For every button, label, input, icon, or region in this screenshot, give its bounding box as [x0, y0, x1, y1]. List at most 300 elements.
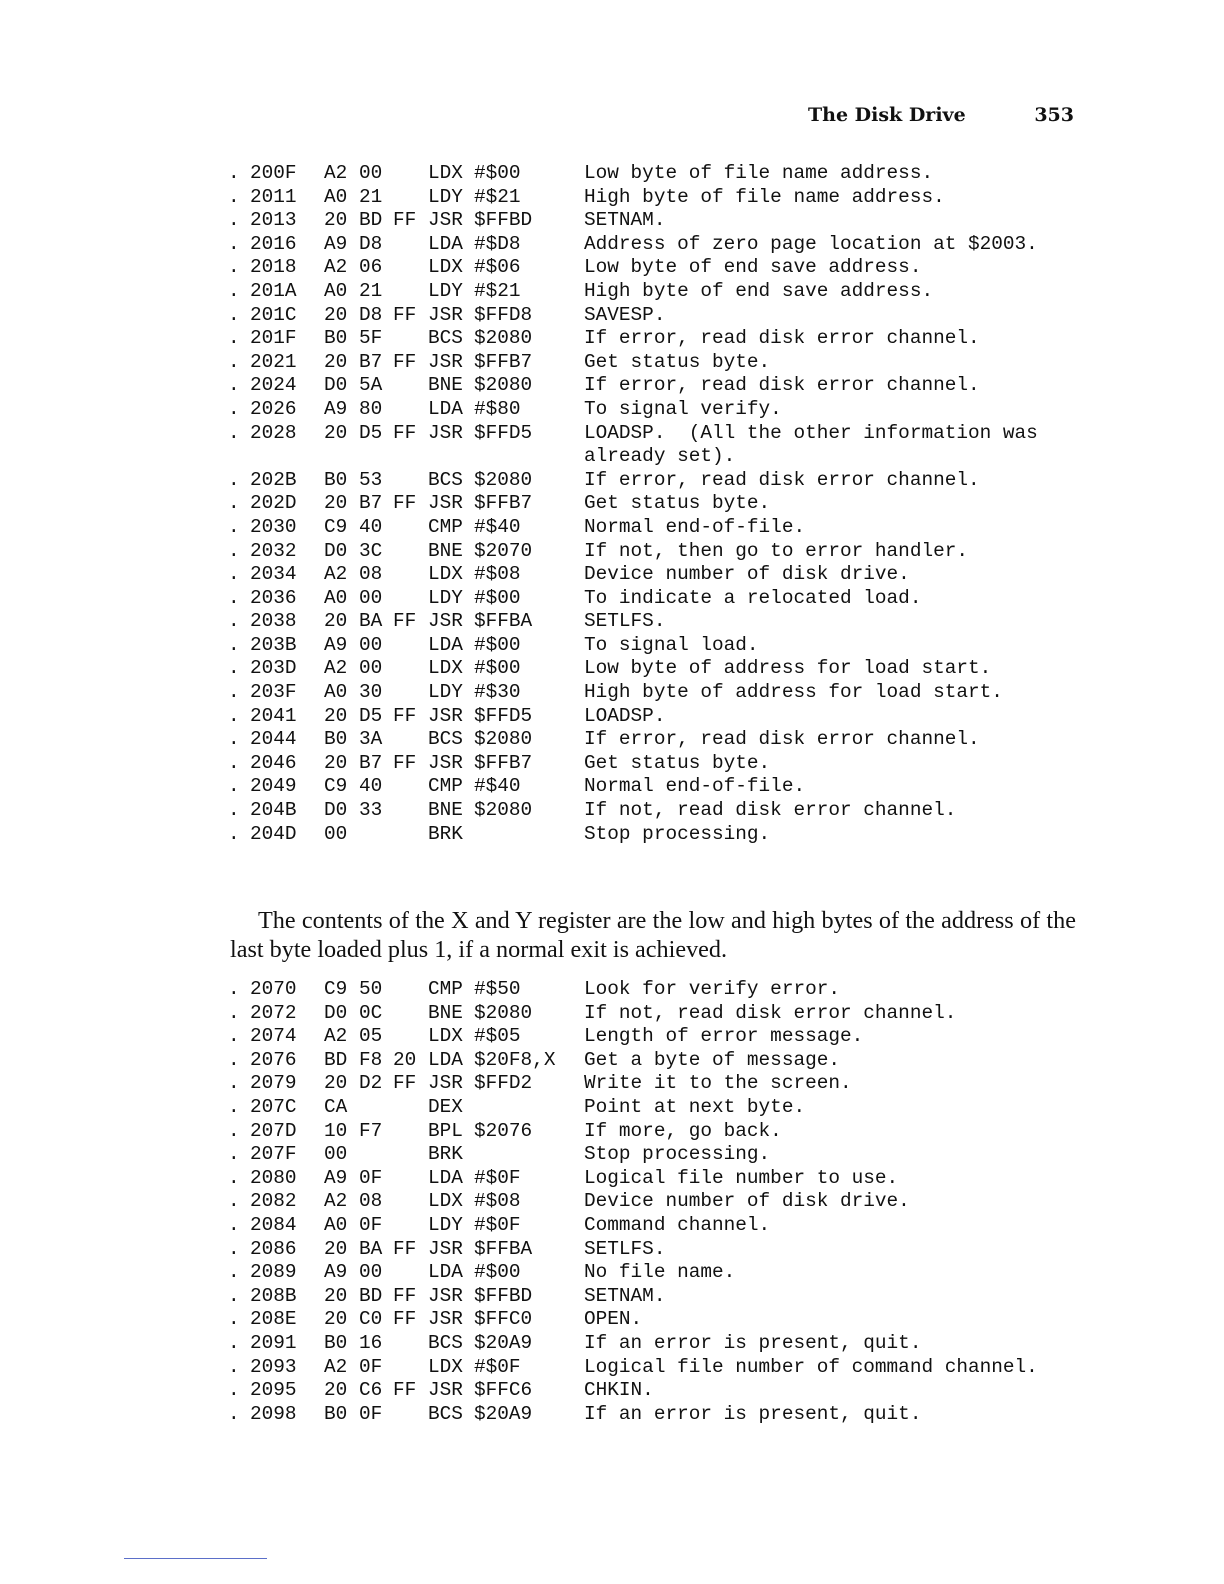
row-dot: . — [228, 657, 240, 680]
mnemonic: LDX — [428, 162, 463, 184]
opcode-byte-1: A2 — [324, 162, 348, 184]
opcode-byte-1: C9 — [324, 515, 348, 538]
opcode-byte-3: FF — [393, 1237, 417, 1260]
mnemonic: LDA — [428, 1261, 463, 1284]
opcode-byte-2: BD — [359, 1284, 383, 1307]
operand: #$08 — [474, 1190, 521, 1213]
opcode-byte-1: A0 — [324, 279, 348, 302]
row-dot: . — [228, 1190, 240, 1213]
opcode-byte-2: D2 — [359, 1072, 383, 1095]
mnemonic: LDA — [428, 1166, 463, 1189]
address: 2070 — [250, 978, 297, 1000]
address: 2044 — [250, 728, 297, 751]
comment: If error, read disk error channel. — [584, 468, 980, 491]
address: 201F — [250, 327, 297, 350]
mnemonic: CMP — [428, 978, 463, 1000]
operand: #$00 — [474, 657, 521, 680]
mnemonic: JSR — [428, 1072, 463, 1095]
operand: #$D8 — [474, 232, 521, 255]
opcode-byte-2: B7 — [359, 350, 383, 373]
mnemonic: LDA — [428, 1048, 463, 1071]
comment: LOADSP. — [584, 704, 666, 727]
opcode-byte-1: A0 — [324, 586, 348, 609]
row-dot: . — [228, 1379, 240, 1402]
row-dot: . — [228, 978, 240, 1000]
row-dot: . — [228, 492, 240, 515]
mnemonic: DEX — [428, 1095, 463, 1118]
opcode-byte-1: B0 — [324, 468, 348, 491]
operand: $20A9 — [474, 1402, 533, 1425]
opcode-byte-1: A2 — [324, 1190, 348, 1213]
opcode-byte-2: 3A — [359, 728, 383, 751]
mnemonic: LDX — [428, 256, 463, 279]
opcode-byte-1: A9 — [324, 232, 348, 255]
address: 2021 — [250, 350, 297, 373]
opcode-byte-1: 20 — [324, 421, 348, 444]
row-dot: . — [228, 1331, 240, 1354]
operand: $FFBA — [474, 1237, 533, 1260]
mnemonic: JSR — [428, 209, 463, 232]
operand: $2080 — [474, 799, 533, 822]
opcode-byte-2: 06 — [359, 256, 383, 279]
row-dot: . — [228, 327, 240, 350]
mnemonic: JSR — [428, 421, 463, 444]
opcode-byte-1: B0 — [324, 1331, 348, 1354]
address: 2024 — [250, 374, 297, 397]
row-dot: . — [228, 1025, 240, 1048]
address: 202B — [250, 468, 297, 491]
operand: #$0F — [474, 1166, 521, 1189]
address: 2038 — [250, 610, 297, 633]
opcode-byte-1: 20 — [324, 350, 348, 373]
mnemonic: LDA — [428, 633, 463, 656]
opcode-byte-2: D8 — [359, 303, 383, 326]
comment: OPEN. — [584, 1308, 643, 1331]
address: 203F — [250, 681, 297, 704]
opcode-byte-1: 20 — [324, 704, 348, 727]
row-dot: . — [228, 1095, 240, 1118]
row-dot: . — [228, 586, 240, 609]
mnemonic: CMP — [428, 775, 463, 798]
comment: Stop processing. — [584, 1143, 771, 1166]
opcode-byte-2: 08 — [359, 563, 383, 586]
opcode-byte-2: 30 — [359, 681, 383, 704]
opcode-byte-3: FF — [393, 1284, 417, 1307]
mnemonic: LDY — [428, 185, 463, 208]
comment: High byte of address for load start. — [584, 681, 1003, 704]
comment: Write it to the screen. — [584, 1072, 852, 1095]
address: 2032 — [250, 539, 297, 562]
opcode-byte-2: 00 — [359, 162, 383, 184]
opcode-byte-3: FF — [393, 1072, 417, 1095]
opcode-byte-2: 08 — [359, 1190, 383, 1213]
address: 2018 — [250, 256, 297, 279]
operand: $FFD5 — [474, 704, 533, 727]
address: 2046 — [250, 751, 297, 774]
opcode-byte-2: F7 — [359, 1119, 383, 1142]
opcode-byte-1: A2 — [324, 563, 348, 586]
operand: #$06 — [474, 256, 521, 279]
row-dot: . — [228, 421, 240, 444]
operand: #$00 — [474, 1261, 521, 1284]
comment: Get a byte of message. — [584, 1048, 840, 1071]
mnemonic: JSR — [428, 1308, 463, 1331]
opcode-byte-1: A2 — [324, 1355, 348, 1378]
address: 2041 — [250, 704, 297, 727]
comment: SETLFS. — [584, 610, 666, 633]
opcode-byte-2: BA — [359, 1237, 383, 1260]
opcode-byte-2: 0C — [359, 1001, 383, 1024]
address: 2074 — [250, 1025, 297, 1048]
opcode-byte-1: 20 — [324, 1237, 348, 1260]
opcode-byte-2: 0F — [359, 1355, 383, 1378]
address: 203D — [250, 657, 297, 680]
opcode-byte-1: D0 — [324, 1001, 348, 1024]
row-dot: . — [228, 1001, 240, 1024]
mnemonic: BPL — [428, 1119, 463, 1142]
mnemonic: BRK — [428, 1143, 463, 1166]
operand: $20A9 — [474, 1331, 533, 1354]
operand: #$00 — [474, 162, 521, 184]
row-dot: . — [228, 279, 240, 302]
opcode-byte-3: FF — [393, 209, 417, 232]
operand: $2070 — [474, 539, 533, 562]
page-number: 353 — [1034, 104, 1074, 126]
row-dot: . — [228, 374, 240, 397]
mnemonic: BNE — [428, 1001, 463, 1024]
mnemonic: LDY — [428, 681, 463, 704]
opcode-byte-1: 20 — [324, 610, 348, 633]
comment: If an error is present, quit. — [584, 1402, 922, 1425]
opcode-byte-2: 5F — [359, 327, 383, 350]
operand: $2076 — [474, 1119, 533, 1142]
operand: #$21 — [474, 279, 521, 302]
comment: Device number of disk drive. — [584, 563, 910, 586]
comment: Stop processing. — [584, 822, 771, 845]
operand: $FFB7 — [474, 350, 533, 373]
opcode-byte-1: A0 — [324, 681, 348, 704]
opcode-byte-2: 00 — [359, 657, 383, 680]
operand: $FFD5 — [474, 421, 533, 444]
mnemonic: LDX — [428, 1025, 463, 1048]
opcode-byte-1: 00 — [324, 1143, 348, 1166]
opcode-byte-3: FF — [393, 421, 417, 444]
comment: Logical file number of command channel. — [584, 1355, 1038, 1378]
address: 200F — [250, 162, 297, 184]
operand: $FFB7 — [474, 492, 533, 515]
row-dot: . — [228, 515, 240, 538]
mnemonic: LDA — [428, 397, 463, 420]
operand: $FFC6 — [474, 1379, 533, 1402]
comment: Length of error message. — [584, 1025, 864, 1048]
mnemonic: BCS — [428, 1402, 463, 1425]
row-dot: . — [228, 1213, 240, 1236]
opcode-byte-3: FF — [393, 751, 417, 774]
comment: If error, read disk error channel. — [584, 327, 980, 350]
comment: If not, read disk error channel. — [584, 799, 957, 822]
opcode-byte-1: B0 — [324, 728, 348, 751]
comment: Logical file number to use. — [584, 1166, 899, 1189]
opcode-byte-2: BD — [359, 209, 383, 232]
address: 2049 — [250, 775, 297, 798]
opcode-byte-3: FF — [393, 492, 417, 515]
opcode-byte-1: A2 — [324, 1025, 348, 1048]
opcode-byte-2: 40 — [359, 775, 383, 798]
opcode-byte-1: D0 — [324, 374, 348, 397]
opcode-byte-2: B7 — [359, 492, 383, 515]
opcode-byte-1: D0 — [324, 799, 348, 822]
running-header — [808, 104, 1076, 130]
mnemonic: LDY — [428, 586, 463, 609]
comment: Get status byte. — [584, 350, 771, 373]
opcode-byte-2: 21 — [359, 279, 383, 302]
row-dot: . — [228, 1119, 240, 1142]
mnemonic: LDA — [428, 232, 463, 255]
opcode-byte-1: 20 — [324, 303, 348, 326]
opcode-byte-1: A0 — [324, 1213, 348, 1236]
opcode-byte-1: A9 — [324, 633, 348, 656]
opcode-byte-3: FF — [393, 303, 417, 326]
opcode-byte-2: 0F — [359, 1402, 383, 1425]
opcode-byte-1: 20 — [324, 1308, 348, 1331]
mnemonic: BCS — [428, 728, 463, 751]
operand: #$08 — [474, 563, 521, 586]
address: 2089 — [250, 1261, 297, 1284]
comment: If not, read disk error channel. — [584, 1001, 957, 1024]
operand: #$40 — [474, 515, 521, 538]
operand: $2080 — [474, 327, 533, 350]
opcode-byte-2: 00 — [359, 1261, 383, 1284]
address: 2091 — [250, 1331, 297, 1354]
operand: $FFBD — [474, 209, 533, 232]
mnemonic: BNE — [428, 799, 463, 822]
opcode-byte-2: 05 — [359, 1025, 383, 1048]
opcode-byte-3: FF — [393, 1379, 417, 1402]
opcode-byte-2: 0F — [359, 1213, 383, 1236]
row-dot: . — [228, 1261, 240, 1284]
mnemonic: LDY — [428, 1213, 463, 1236]
comment: SETNAM. — [584, 209, 666, 232]
row-dot: . — [228, 728, 240, 751]
comment: To signal load. — [584, 633, 759, 656]
mnemonic: LDX — [428, 1355, 463, 1378]
opcode-byte-2: F8 — [359, 1048, 383, 1071]
address: 2072 — [250, 1001, 297, 1024]
address: 2098 — [250, 1402, 297, 1425]
address: 2079 — [250, 1072, 297, 1095]
row-dot: . — [228, 1284, 240, 1307]
opcode-byte-2: C0 — [359, 1308, 383, 1331]
opcode-byte-1: A2 — [324, 657, 348, 680]
opcode-byte-1: A0 — [324, 185, 348, 208]
comment: If an error is present, quit. — [584, 1331, 922, 1354]
mnemonic: BNE — [428, 539, 463, 562]
address: 2093 — [250, 1355, 297, 1378]
opcode-byte-3: FF — [393, 350, 417, 373]
operand: #$0F — [474, 1355, 521, 1378]
operand: $FFD2 — [474, 1072, 533, 1095]
row-dot: . — [228, 1166, 240, 1189]
operand: $2080 — [474, 728, 533, 751]
row-dot: . — [228, 397, 240, 420]
address: 2095 — [250, 1379, 297, 1402]
opcode-byte-1: CA — [324, 1095, 348, 1118]
opcode-byte-1: 20 — [324, 751, 348, 774]
address: 204B — [250, 799, 297, 822]
operand: $2080 — [474, 374, 533, 397]
comment: CHKIN. — [584, 1379, 654, 1402]
operand: #$00 — [474, 633, 521, 656]
opcode-byte-2: D5 — [359, 704, 383, 727]
operand: #$50 — [474, 978, 521, 1000]
footnote-rule — [124, 1558, 267, 1559]
address: 207D — [250, 1119, 297, 1142]
operand: $FFD8 — [474, 303, 533, 326]
comment: SETLFS. — [584, 1237, 666, 1260]
mnemonic: JSR — [428, 492, 463, 515]
opcode-byte-1: BD — [324, 1048, 348, 1071]
opcode-byte-2: B7 — [359, 751, 383, 774]
row-dot: . — [228, 256, 240, 279]
opcode-byte-3: FF — [393, 610, 417, 633]
opcode-byte-2: BA — [359, 610, 383, 633]
comment: Device number of disk drive. — [584, 1190, 910, 1213]
comment: Command channel. — [584, 1213, 771, 1236]
operand: #$0F — [474, 1213, 521, 1236]
comment: Low byte of address for load start. — [584, 657, 992, 680]
opcode-byte-1: D0 — [324, 539, 348, 562]
address: 201C — [250, 303, 297, 326]
address: 204D — [250, 822, 297, 845]
chapter-title: The Disk Drive — [808, 104, 966, 126]
opcode-byte-2: 5A — [359, 374, 383, 397]
row-dot: . — [228, 162, 240, 184]
row-dot: . — [228, 209, 240, 232]
mnemonic: LDX — [428, 563, 463, 586]
comment: To signal verify. — [584, 397, 782, 420]
operand: #$80 — [474, 397, 521, 420]
opcode-byte-2: 16 — [359, 1331, 383, 1354]
row-dot: . — [228, 681, 240, 704]
address: 2016 — [250, 232, 297, 255]
operand: $FFBA — [474, 610, 533, 633]
operand: $FFB7 — [474, 751, 533, 774]
opcode-byte-3: FF — [393, 1308, 417, 1331]
opcode-byte-1: C9 — [324, 775, 348, 798]
opcode-byte-2: 50 — [359, 978, 383, 1000]
comment: High byte of end save address. — [584, 279, 934, 302]
mnemonic: JSR — [428, 1284, 463, 1307]
address: 202D — [250, 492, 297, 515]
mnemonic: JSR — [428, 704, 463, 727]
opcode-byte-2: D5 — [359, 421, 383, 444]
mnemonic: BCS — [428, 1331, 463, 1354]
opcode-byte-2: 00 — [359, 586, 383, 609]
address: 207F — [250, 1143, 297, 1166]
opcode-byte-2: C6 — [359, 1379, 383, 1402]
mnemonic: LDX — [428, 1190, 463, 1213]
mnemonic: LDX — [428, 657, 463, 680]
mnemonic: JSR — [428, 303, 463, 326]
operand: #$05 — [474, 1025, 521, 1048]
opcode-byte-1: A9 — [324, 1166, 348, 1189]
operand: #$30 — [474, 681, 521, 704]
mnemonic: JSR — [428, 610, 463, 633]
address: 2082 — [250, 1190, 297, 1213]
comment: Normal end-of-file. — [584, 775, 806, 798]
address: 2084 — [250, 1213, 297, 1236]
mnemonic: BCS — [428, 327, 463, 350]
opcode-byte-1: 20 — [324, 1284, 348, 1307]
opcode-byte-2: 0F — [359, 1166, 383, 1189]
address: 2076 — [250, 1048, 297, 1071]
mnemonic: JSR — [428, 1237, 463, 1260]
comment: If error, read disk error channel. — [584, 728, 980, 751]
operand: $FFBD — [474, 1284, 533, 1307]
opcode-byte-1: A9 — [324, 397, 348, 420]
row-dot: . — [228, 610, 240, 633]
row-dot: . — [228, 1048, 240, 1071]
row-dot: . — [228, 822, 240, 845]
address: 2028 — [250, 421, 297, 444]
comment: If more, go back. — [584, 1119, 782, 1142]
comment: Low byte of end save address. — [584, 256, 922, 279]
opcode-byte-2: 40 — [359, 515, 383, 538]
mnemonic: JSR — [428, 751, 463, 774]
opcode-byte-3: 20 — [393, 1048, 417, 1071]
comment: High byte of file name address. — [584, 185, 945, 208]
opcode-byte-1: 20 — [324, 492, 348, 515]
address: 2026 — [250, 397, 297, 420]
address: 2030 — [250, 515, 297, 538]
opcode-byte-2: 3C — [359, 539, 383, 562]
comment: No file name. — [584, 1261, 736, 1284]
address: 2013 — [250, 209, 297, 232]
opcode-byte-1: 00 — [324, 822, 348, 845]
address: 207C — [250, 1095, 297, 1118]
comment: LOADSP. (All the other information was already set). — [584, 421, 1050, 468]
row-dot: . — [228, 751, 240, 774]
row-dot: . — [228, 1143, 240, 1166]
opcode-byte-1: B0 — [324, 1402, 348, 1425]
operand: $FFC0 — [474, 1308, 533, 1331]
comment: Address of zero page location at $2003. — [584, 232, 1038, 255]
body-paragraph: The contents of the X and Y register are the low and high bytes of the address of the last byte loaded plus 1, if a normal exit is achieved. — [230, 907, 1076, 964]
opcode-byte-1: C9 — [324, 978, 348, 1000]
operand: $2080 — [474, 468, 533, 491]
opcode-byte-2: 80 — [359, 397, 383, 420]
row-dot: . — [228, 704, 240, 727]
row-dot: . — [228, 1355, 240, 1378]
comment: Normal end-of-file. — [584, 515, 806, 538]
opcode-byte-1: A9 — [324, 1261, 348, 1284]
comment: SAVESP. — [584, 303, 666, 326]
opcode-byte-2: 33 — [359, 799, 383, 822]
opcode-byte-3: FF — [393, 704, 417, 727]
address: 208E — [250, 1308, 297, 1331]
comment: Get status byte. — [584, 751, 771, 774]
comment: To indicate a relocated load. — [584, 586, 922, 609]
address: 203B — [250, 633, 297, 656]
address: 2011 — [250, 185, 297, 208]
opcode-byte-2: D8 — [359, 232, 383, 255]
mnemonic: JSR — [428, 1379, 463, 1402]
row-dot: . — [228, 1072, 240, 1095]
opcode-byte-1: A2 — [324, 256, 348, 279]
address: 2034 — [250, 563, 297, 586]
row-dot: . — [228, 775, 240, 798]
opcode-byte-2: 21 — [359, 185, 383, 208]
